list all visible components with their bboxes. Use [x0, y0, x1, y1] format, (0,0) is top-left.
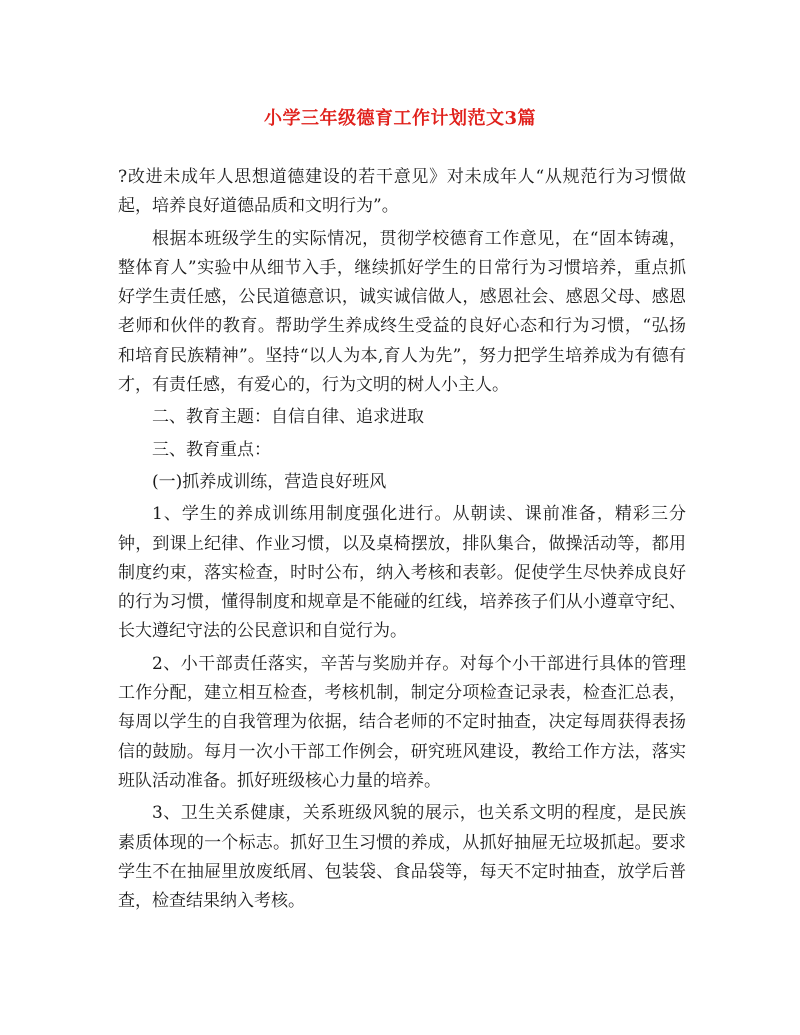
paragraph-item-2: 2、小干部责任落实，辛苦与奖励并存。对每个小干部进行具体的管理工作分配，建立相互检查，考核机制，制定分项检查记录表，检查汇总表，每周以学生的自我管理为依据，结合老师的不定时抽查，决定每周获得表扬信的鼓励。每月一次小干部工作例会，研究班风建设，教给工作方法，落实班队活动准备。抓好班级核心力量的培养。 — [118, 653, 686, 791]
paragraph-item-3: 3、卫生关系健康，关系班级风貌的展示，也关系文明的程度，是民族素质体现的一个标志。抓好卫生习惯的养成，从抓好抽屉无垃圾抓起。要求学生不在抽屉里放废纸屑、包装袋、食品袋等，每天不定时抽查，放学后普查，检查结果纳入考核。 — [118, 803, 686, 912]
document-body — [118, 163, 686, 919]
document-title: 小学三年级德育工作计划范文3篇 — [263, 108, 537, 129]
paragraph-class-situation: 根据本班级学生的实际情况，贯彻学校德育工作意见，在“固本铸魂，整体育人”实验中从细节入手，继续抓好学生的日常行为习惯培养，重点抓好学生责任感，公民道德意识，诚实诚信做人，感恩社会、感恩父母、感恩老师和伙伴的教育。帮助学生养成终生受益的良好心态和行为习惯，“弘扬和培育民族精神”。坚持“以人为本,育人为先”，努力把学生培养成为有德有才，有责任感，有爱心的，行为文明的树人小主人。 — [118, 228, 686, 396]
paragraph-item-1: 1、学生的养成训练用制度强化进行。从朝读、课前准备，精彩三分钟，到课上纪律、作业习惯，以及桌椅摆放，排队集合，做操活动等，都用制度约束，落实检查，时时公布，纳入考核和表彰。促使学生尽快养成良好的行为习惯，懂得制度和规章是不能碰的红线，培养孩子们从小遵章守纪、长大遵纪守法的公民意识和自觉行为。 — [118, 504, 686, 642]
paragraph-education-theme: 二、教育主题：自信自律、追求进取 — [152, 407, 424, 428]
paragraph-intro: ?改进未成年人思想道德建设的若干意见》对未成年人“从规范行为习惯做起，培养良好道德品质和文明行为”。 — [118, 167, 686, 217]
paragraph-education-focus: 三、教育重点： — [152, 439, 271, 460]
paragraph-section-one-heading: (一)抓养成训练，营造良好班风 — [152, 471, 387, 492]
